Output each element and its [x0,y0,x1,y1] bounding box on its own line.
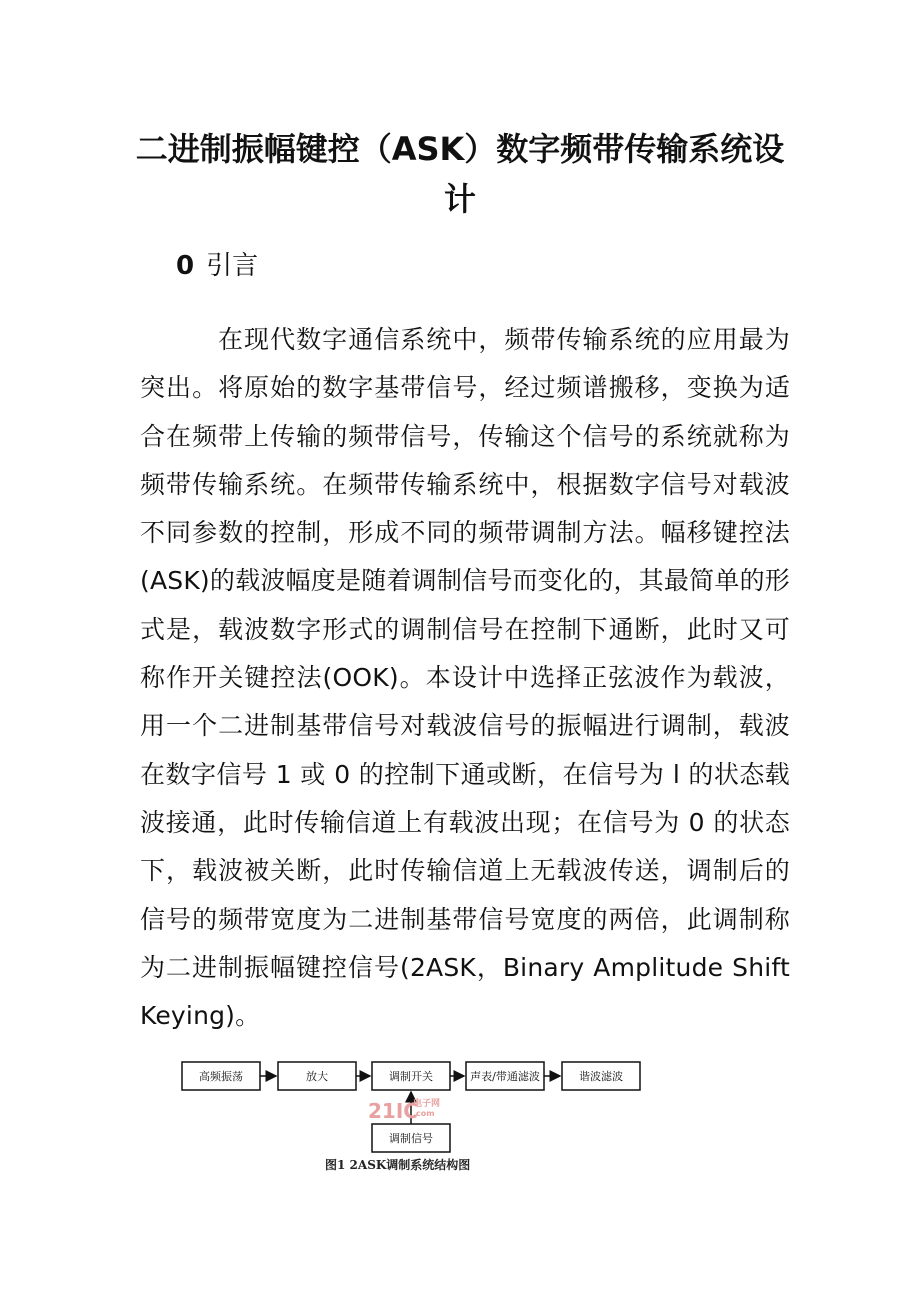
harmonic-label: 谐波滤波 [579,1070,623,1083]
amplifier-label: 放大 [306,1070,328,1083]
watermark-sub: 电子网 [413,1099,441,1109]
filter-label: 声表/带通滤波 [470,1070,540,1083]
signal-label: 调制信号 [389,1132,433,1145]
switch-label: 调制开关 [389,1070,433,1083]
intro-paragraph: 在现代数字通信系统中，频带传输系统的应用最为突出。将原始的数字基带信号，经过频谱搬移，变换为适合在频带上传输的频带信号，传输这个信号的系统就称为频带传输系统。在频带传输系统中，根据数字信号对载波不同参数的控制，形成不同的频带调制方法。幅移键控法(ASK)的载波幅度是随着调制信号而变化的，其最简单的形式是，载波数字形式的调制信号在控制下通断，此时又可称作开关键控法(OOK)。本设计中选择正弦波作为载波，用一个二进制基带信号对载波信号的振幅进行调制，载波在数字信号 1 或 0 的控制下通或断，在信号为 l 的状态载波接通，此时传输信道上有载波出现；在信号为 0 的状态下，载波被关断，此时传输信道上无载波传送，调制后的信号的频带宽度为二进制基带信号宽度的两倍，此调制称为二进制振幅键控信号(2ASK，Binary Amplitude Shift Keying)。 [140,325,790,1031]
document-title: 二进制振幅键控（ASK）数字频带传输系统设计 [135,130,785,218]
oscillator-label: 高频振荡 [199,1070,243,1083]
section-number: 0 [176,251,195,281]
section-title: 引言 [206,251,259,281]
watermark-logo: 21IC [368,1099,418,1123]
section-heading [176,246,258,286]
block-diagram-figure [170,1050,650,1190]
figure-caption: 图1 2ASK调制系统结构图 [325,1158,471,1172]
watermark-url: .com [413,1109,435,1118]
